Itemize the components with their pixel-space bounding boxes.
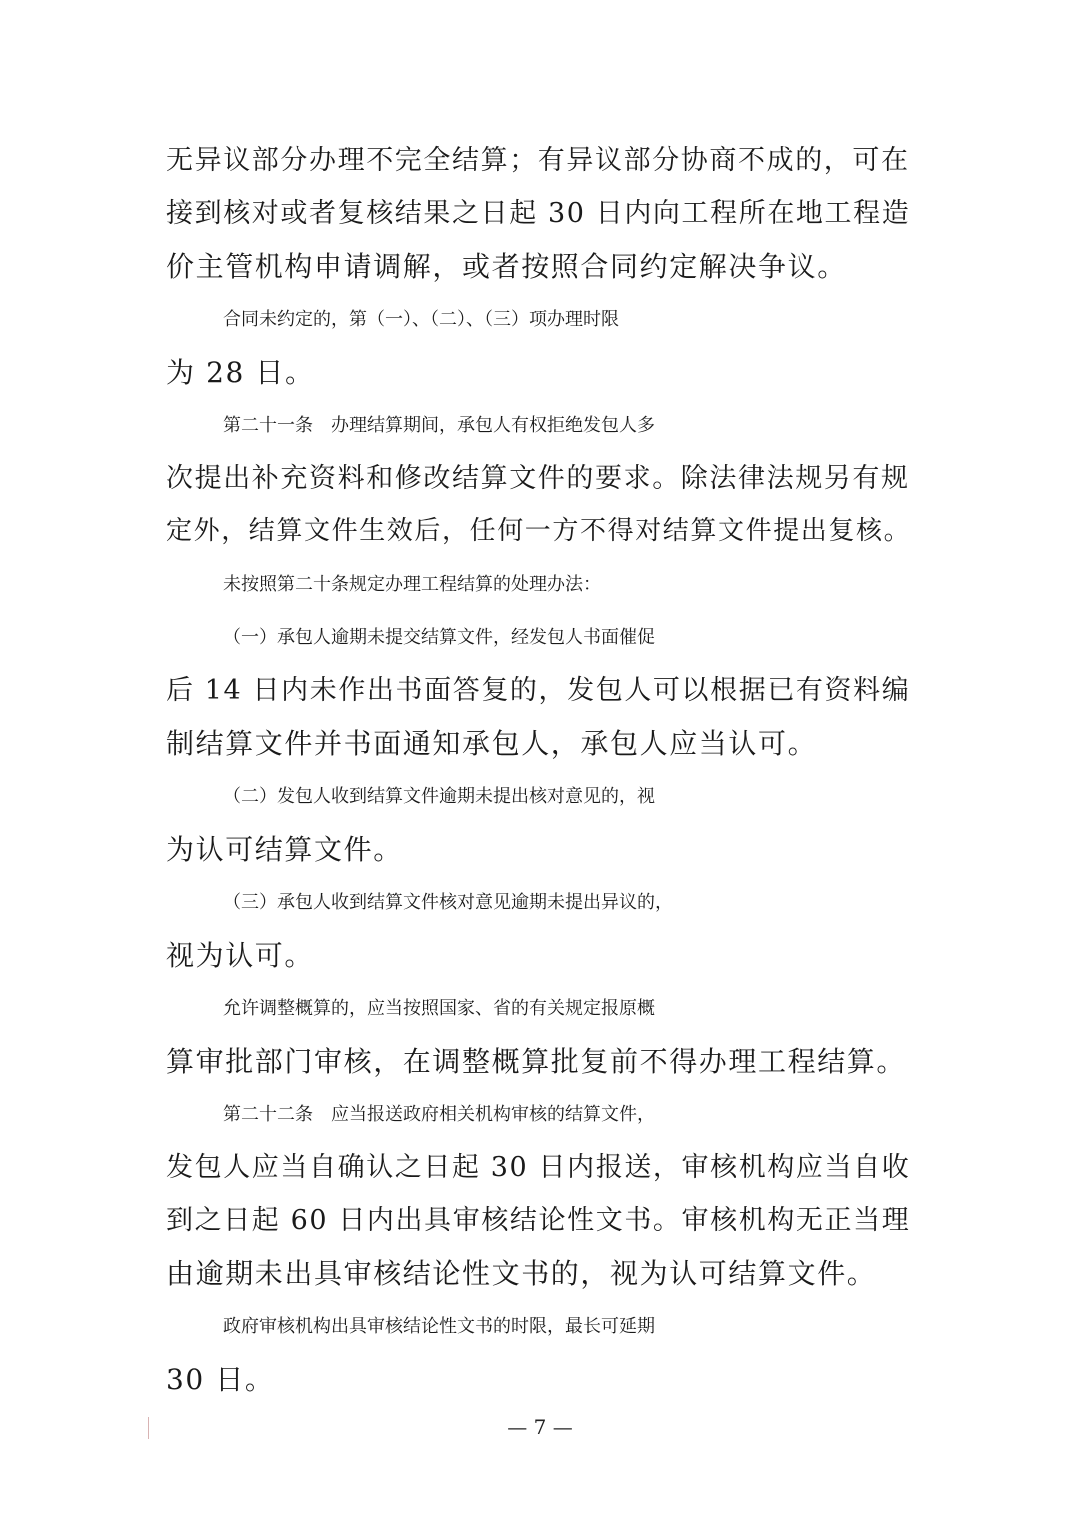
margin-rule: [148, 1417, 149, 1439]
text-line: 未按照第二十条规定办理工程结算的处理办法：: [223, 574, 601, 595]
text-line: 允许调整概算的，应当按照国家、省的有关规定报原概: [223, 998, 655, 1019]
page-number: — 7 —: [507, 1415, 573, 1439]
text-body: [166, 134, 916, 1406]
text-line: 到之日起 60 日内出具审核结论性文书。审核机构无正当理: [166, 1205, 911, 1236]
text-line: 算审批部门审核，在调整概算批复前不得办理工程结算。: [166, 1045, 907, 1078]
text-line: 发包人应当自确认之日起 30 日内报送，审核机构应当自收: [166, 1152, 911, 1183]
text-line: 制结算文件并书面通知承包人，承包人应当认可。: [166, 727, 818, 760]
text-line: 为 28 日。: [166, 356, 315, 389]
text-line: 第二十一条 办理结算期间，承包人有权拒绝发包人多: [223, 415, 655, 436]
text-line: 为认可结算文件。: [166, 833, 403, 866]
text-line: （三）承包人收到结算文件核对意见逾期未提出异议的，: [223, 892, 673, 913]
text-line: 30 日。: [166, 1363, 275, 1396]
text-line: 视为认可。: [166, 939, 315, 972]
text-line: 次提出补充资料和修改结算文件的要求。除法律法规另有规: [166, 463, 910, 494]
text-line: 无异议部分办理不完全结算；有异议部分协商不成的，可在: [166, 145, 910, 176]
text-line: 定外，结算文件生效后，任何一方不得对结算文件提出复核。: [166, 516, 912, 546]
text-line: 政府审核机构出具审核结论性文书的时限，最长可延期: [223, 1316, 655, 1337]
text-line: 第二十二条 应当报送政府相关机构审核的结算文件，: [223, 1104, 655, 1125]
text-line: 价主管机构申请调解，或者按照合同约定解决争议。: [166, 250, 847, 283]
text-line: 接到核对或者复核结果之日起 30 日内向工程所在地工程造: [166, 198, 911, 229]
text-line: 后 14 日内未作出书面答复的，发包人可以根据已有资料编: [166, 675, 911, 706]
text-line: 合同未约定的，第（一）、（二）、（三）项办理时限: [223, 309, 619, 330]
text-line: （二）发包人收到结算文件逾期未提出核对意见的，视: [223, 786, 655, 807]
text-line: 由逾期未出具审核结论性文书的，视为认可结算文件。: [166, 1257, 877, 1290]
text-line: （一）承包人逾期未提交结算文件，经发包人书面催促: [223, 627, 655, 648]
